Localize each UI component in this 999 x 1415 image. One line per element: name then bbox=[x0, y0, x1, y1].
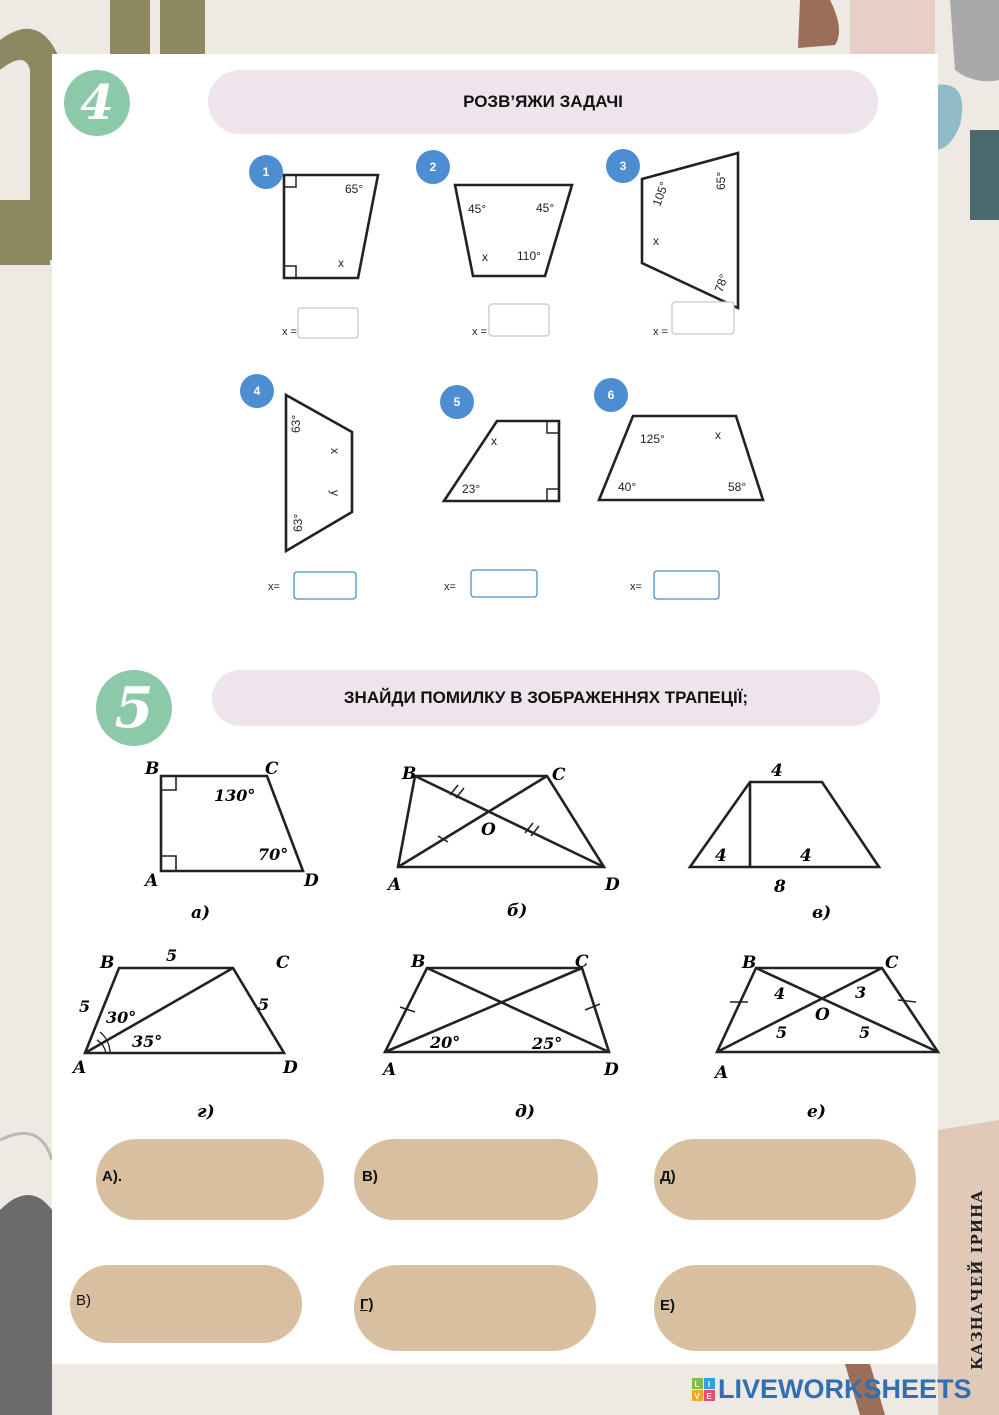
logo-letter-e: E bbox=[706, 1392, 712, 1401]
figure-f-caption: е) bbox=[807, 1102, 826, 1122]
problem-2 bbox=[416, 150, 572, 338]
problem-5-angle-x: x bbox=[491, 434, 497, 448]
figure-e-vertex-c: C bbox=[575, 952, 589, 972]
problem-6-number: 6 bbox=[607, 388, 615, 402]
figure-a-vertex-a: A bbox=[145, 871, 159, 891]
figure-c-left-part: 4 bbox=[715, 846, 727, 866]
problem-4 bbox=[240, 374, 356, 599]
figure-c-top-base: 4 bbox=[771, 761, 783, 781]
figure-c bbox=[690, 761, 879, 923]
figure-b-vertex-b: B bbox=[402, 764, 417, 784]
figure-a bbox=[143, 759, 319, 923]
logo-letter-i: I bbox=[707, 1380, 711, 1389]
figure-d bbox=[71, 946, 298, 1122]
figure-b-center-o: O bbox=[481, 820, 496, 840]
problem-1-answer-label: x = bbox=[282, 326, 297, 338]
figure-e-vertex-a: A bbox=[383, 1060, 397, 1080]
problem-1-angle-a: 65° bbox=[345, 182, 364, 196]
figure-f-segment-do: 5 bbox=[859, 1023, 871, 1042]
answer-field-g[interactable] bbox=[354, 1265, 596, 1351]
figure-f-vertex-a: A bbox=[715, 1063, 729, 1083]
answer-field-e-label: Е) bbox=[660, 1297, 675, 1314]
answer-field-a[interactable] bbox=[96, 1139, 324, 1220]
problem-5-angle-a: 23° bbox=[462, 482, 481, 496]
problem-2-answer-label: x = bbox=[472, 326, 487, 338]
section-5-number: 5 bbox=[96, 670, 172, 746]
problem-5-number: 5 bbox=[453, 395, 461, 409]
logo-grid-icon bbox=[692, 1378, 716, 1402]
figure-b-vertex-a: A bbox=[388, 875, 402, 895]
figure-a-vertex-b: B bbox=[145, 759, 160, 779]
figure-f-center-o: O bbox=[815, 1005, 830, 1025]
problem-3-angle-b: 65° bbox=[714, 171, 728, 190]
figure-c-caption: в) bbox=[812, 903, 832, 923]
problem-3-answer-input[interactable] bbox=[672, 302, 734, 334]
figure-d-vertex-d: D bbox=[283, 1058, 298, 1078]
problem-6-angle-x: x bbox=[715, 428, 721, 442]
figure-f-segment-co: 3 bbox=[855, 983, 867, 1002]
problem-1-angle-x: x bbox=[338, 256, 344, 270]
problem-6-angle-b: 40° bbox=[618, 480, 637, 494]
problem-4-angle-b: 63° bbox=[291, 513, 305, 532]
answer-field-d[interactable] bbox=[654, 1139, 916, 1220]
figure-a-angle-d: 70° bbox=[258, 845, 289, 864]
problem-1-number: 1 bbox=[262, 165, 270, 179]
problem-4-number: 4 bbox=[253, 384, 261, 398]
figure-d-caption: г) bbox=[197, 1102, 215, 1122]
problem-5-answer-label: x= bbox=[444, 581, 456, 593]
problem-4-answer-input[interactable] bbox=[294, 572, 356, 599]
figure-d-vertex-b: B bbox=[100, 953, 115, 973]
figure-e-angle-d: 25° bbox=[532, 1034, 563, 1053]
figure-f-vertex-c: C bbox=[885, 953, 899, 973]
problem-3 bbox=[606, 149, 738, 338]
section-4-title: РОЗВ’ЯЖИ ЗАДАЧІ bbox=[208, 70, 878, 134]
section-5-title: ЗНАЙДИ ПОМИЛКУ В ЗОБРАЖЕННЯХ ТРАПЕЦІЇ; bbox=[212, 670, 880, 726]
problem-1-answer-input[interactable] bbox=[298, 308, 358, 338]
problem-2-angle-b: 45° bbox=[536, 201, 555, 215]
answer-field-d-label: Д) bbox=[660, 1168, 676, 1185]
problem-3-answer-label: x = bbox=[653, 326, 668, 338]
problem-2-answer-input[interactable] bbox=[489, 304, 549, 336]
answer-field-v2[interactable] bbox=[70, 1265, 302, 1343]
problem-6-angle-c: 58° bbox=[728, 480, 747, 494]
figure-d-angle-1: 30° bbox=[106, 1008, 137, 1027]
section-4-problems bbox=[230, 145, 780, 610]
footer-brand: LIVEWORKSHEETS bbox=[718, 1374, 972, 1404]
figure-e-angle-a: 20° bbox=[430, 1033, 461, 1052]
figure-e-caption: д) bbox=[515, 1102, 535, 1122]
problem-2-angle-a: 45° bbox=[468, 202, 487, 216]
answer-field-v2-label: В) bbox=[76, 1292, 91, 1309]
problem-2-angle-x: x bbox=[482, 250, 488, 264]
figure-e-vertex-b: B bbox=[411, 952, 426, 972]
answer-field-v-label: В) bbox=[362, 1168, 378, 1185]
problem-2-angle-c: 110° bbox=[517, 249, 541, 263]
problem-6-answer-input[interactable] bbox=[654, 571, 719, 599]
problem-1 bbox=[249, 155, 378, 338]
problem-6-angle-a: 125° bbox=[640, 432, 665, 446]
figure-c-bottom-base: 8 bbox=[774, 877, 786, 897]
figure-b-caption: б) bbox=[507, 901, 528, 921]
figure-f-vertex-b: B bbox=[742, 953, 757, 973]
section-4-number: 4 bbox=[64, 70, 130, 136]
figure-f bbox=[713, 953, 938, 1122]
figure-f-segment-ao: 5 bbox=[776, 1023, 788, 1042]
answer-field-g-label: Г) bbox=[360, 1296, 374, 1313]
problem-3-number: 3 bbox=[619, 159, 627, 173]
figure-d-vertex-a: A bbox=[73, 1058, 87, 1078]
author-side-text: КАЗНАЧЕЙ ІРИНА bbox=[968, 1189, 986, 1370]
figure-e bbox=[381, 952, 619, 1122]
problem-2-number: 2 bbox=[429, 160, 437, 174]
figure-b bbox=[386, 764, 620, 921]
liveworksheets-logo bbox=[692, 1378, 716, 1402]
answer-field-v[interactable] bbox=[354, 1139, 598, 1220]
problem-6 bbox=[594, 378, 763, 599]
figure-b-vertex-d: D bbox=[605, 875, 620, 895]
figure-a-angle-c: 130° bbox=[214, 786, 256, 805]
problem-6-answer-label: x= bbox=[630, 581, 642, 593]
figure-d-angle-2: 35° bbox=[132, 1032, 163, 1051]
problem-5 bbox=[440, 385, 559, 597]
figure-f-segment-bo: 4 bbox=[774, 984, 786, 1003]
problem-3-angle-c: 78° bbox=[711, 272, 732, 295]
problem-4-answer-label: x= bbox=[268, 581, 280, 593]
answer-field-e[interactable] bbox=[654, 1265, 916, 1351]
problem-4-angle-y: y bbox=[328, 490, 342, 496]
logo-letter-l: L bbox=[694, 1380, 700, 1389]
problem-4-angle-a: 63° bbox=[289, 414, 303, 433]
figure-b-vertex-c: C bbox=[552, 765, 566, 785]
figure-a-vertex-d: D bbox=[304, 871, 319, 891]
figure-d-side-ab: 5 bbox=[79, 997, 91, 1016]
figure-a-caption: а) bbox=[191, 903, 211, 923]
problem-3-angle-a: 105° bbox=[649, 179, 672, 209]
problem-3-angle-x: x bbox=[653, 234, 659, 248]
answer-field-a-label: А). bbox=[102, 1168, 122, 1185]
figure-d-side-bc: 5 bbox=[166, 946, 178, 965]
problem-5-answer-input[interactable] bbox=[471, 570, 537, 597]
figure-d-vertex-c: C bbox=[276, 953, 290, 973]
figure-d-side-cd: 5 bbox=[258, 995, 270, 1014]
figure-e-vertex-d: D bbox=[604, 1060, 619, 1080]
figure-c-right-part: 4 bbox=[800, 846, 812, 866]
logo-letter-v: V bbox=[694, 1392, 700, 1401]
section-5-figures bbox=[60, 750, 940, 1130]
figure-a-vertex-c: C bbox=[265, 759, 279, 779]
problem-4-angle-x: x bbox=[328, 448, 342, 454]
